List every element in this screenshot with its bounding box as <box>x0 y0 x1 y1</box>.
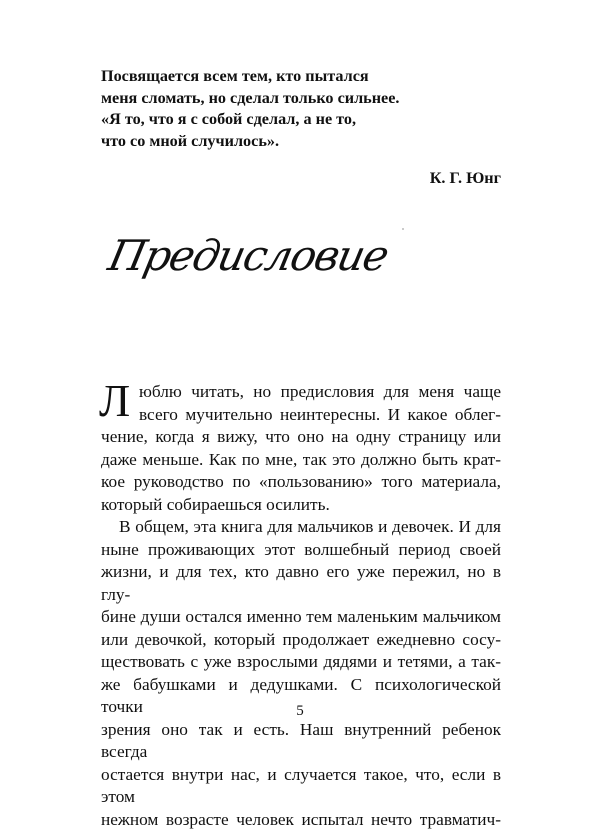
paragraph-line: зрения оно так и есть. Наш внутренний ребенок всегда <box>101 719 501 764</box>
paragraph-line: же бабушками и дедушками. С психологической точки <box>101 674 501 719</box>
speck-mark <box>402 228 404 230</box>
paragraph-line: жизни, и для тех, кто давно его уже пережил, но в глу- <box>101 561 501 606</box>
paragraph-line: В общем, эта книга для мальчиков и девочек. И для <box>101 516 501 539</box>
paragraph-line: всего мучительно неинтересны. И какое облег- <box>101 404 501 427</box>
page-number: 5 <box>0 702 600 720</box>
paragraph-line: бине души остался именно тем маленьким мальчиком <box>101 606 501 629</box>
paragraph-line: или девочкой, который продолжает ежедневно сосу- <box>101 629 501 652</box>
paragraph-line <box>101 381 501 404</box>
epigraph-line: Посвящается всем тем, кто пытался <box>101 66 501 88</box>
body-text <box>101 381 501 831</box>
epigraph-author: К. Г. Юнг <box>430 168 501 189</box>
paragraph-line: ныне проживающих этот волшебный период своей <box>101 539 501 562</box>
epigraph-line: что со мной случилось». <box>101 131 501 153</box>
paragraph-line: чение, когда я вижу, что оно на одну страницу или <box>101 426 501 449</box>
paragraph-line: который собираешься осилить. <box>101 494 501 517</box>
paragraph-line: нежном возрасте человек испытал нечто травматич- <box>101 809 501 831</box>
paragraph-line: кое руководство по «пользованию» того материала, <box>101 471 501 494</box>
epigraph-line: «Я то, что я с собой сделал, а не то, <box>101 109 501 131</box>
paragraph-line-text: юблю читать, но предисловия для меня чаще <box>139 382 501 401</box>
chapter-title: Предисловие <box>103 226 393 286</box>
paragraph-line: остается внутри нас, и случается такое, что, если в этом <box>101 764 501 809</box>
paragraph-line: ществовать с уже взрослыми дядями и тетями, а так- <box>101 651 501 674</box>
epigraph-line: меня сломать, но сделал только сильнее. <box>101 88 501 110</box>
epigraph <box>101 66 501 152</box>
drop-cap: Л <box>99 378 130 424</box>
paragraph-line: даже меньше. Как по мне, так это должно быть крат- <box>101 449 501 472</box>
